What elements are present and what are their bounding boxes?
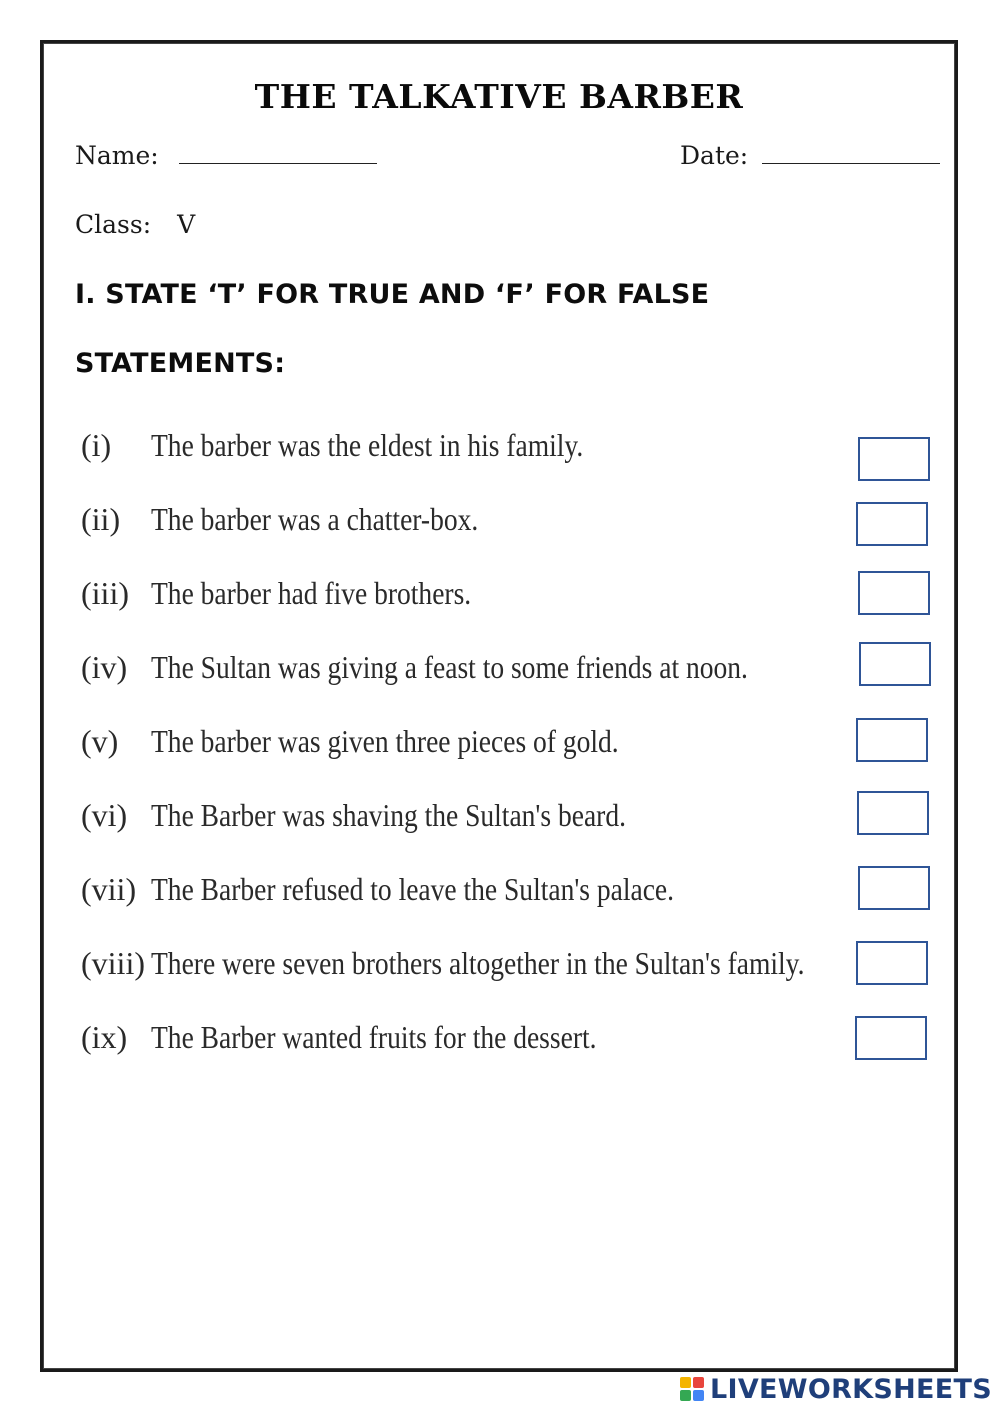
question-text: The barber had five brothers. <box>151 575 472 611</box>
answer-box[interactable] <box>858 866 930 910</box>
question-row <box>81 945 941 995</box>
question-text: The Barber was shaving the Sultan's beard. <box>151 797 626 833</box>
question-number: (v) <box>81 723 119 759</box>
date-field <box>680 141 940 170</box>
worksheet-title: THE TALKATIVE BARBER <box>254 77 744 116</box>
question-row <box>81 871 941 921</box>
liveworksheets-logo <box>680 1374 992 1405</box>
question-number: (vi) <box>81 797 128 833</box>
question-row <box>81 501 941 551</box>
question-row <box>81 427 941 477</box>
question-number: (iv) <box>81 649 128 685</box>
worksheet-page <box>40 40 958 1372</box>
question-text: The Sultan was giving a feast to some friends at noon. <box>151 649 748 685</box>
answer-box[interactable] <box>858 437 930 481</box>
answer-box[interactable] <box>855 1016 927 1060</box>
date-blank[interactable] <box>762 145 940 164</box>
question-text: The barber was a chatter-box. <box>151 501 479 537</box>
answer-box[interactable] <box>857 791 929 835</box>
name-blank[interactable] <box>179 145 377 164</box>
question-number: (viii) <box>81 945 145 981</box>
answer-box[interactable] <box>856 502 928 546</box>
question-number: (ix) <box>81 1019 128 1055</box>
answer-box[interactable] <box>858 571 930 615</box>
class-label: Class: <box>75 210 152 239</box>
instruction-heading: I. STATE ‘T’ FOR TRUE AND ‘F’ FOR FALSE <box>75 279 710 310</box>
question-number: (i) <box>81 427 112 463</box>
date-label: Date: <box>680 141 749 170</box>
question-text: The Barber wanted fruits for the dessert. <box>151 1019 597 1055</box>
class-value: V <box>177 210 196 239</box>
answer-box[interactable] <box>856 941 928 985</box>
answer-box[interactable] <box>859 642 931 686</box>
question-text: The Barber refused to leave the Sultan's palace. <box>151 871 675 907</box>
question-row <box>81 723 941 773</box>
question-text: There were seven brothers altogether in the Sultan's family. <box>151 945 805 981</box>
answer-box[interactable] <box>856 718 928 762</box>
logo-grid-icon <box>680 1377 706 1403</box>
question-number: (iii) <box>81 575 129 611</box>
logo-text: LIVEWORKSHEETS <box>709 1374 992 1405</box>
name-label: Name: <box>75 141 159 170</box>
instruction-heading-cont: STATEMENTS: <box>75 348 286 379</box>
question-row <box>81 1019 941 1069</box>
name-field <box>75 141 377 170</box>
question-number: (vii) <box>81 871 137 907</box>
question-row <box>81 649 941 699</box>
question-row <box>81 575 941 625</box>
question-row <box>81 797 941 847</box>
question-number: (ii) <box>81 501 121 537</box>
question-text: The barber was given three pieces of gold. <box>151 723 619 759</box>
class-field <box>75 210 195 239</box>
question-text: The barber was the eldest in his family. <box>151 427 584 463</box>
